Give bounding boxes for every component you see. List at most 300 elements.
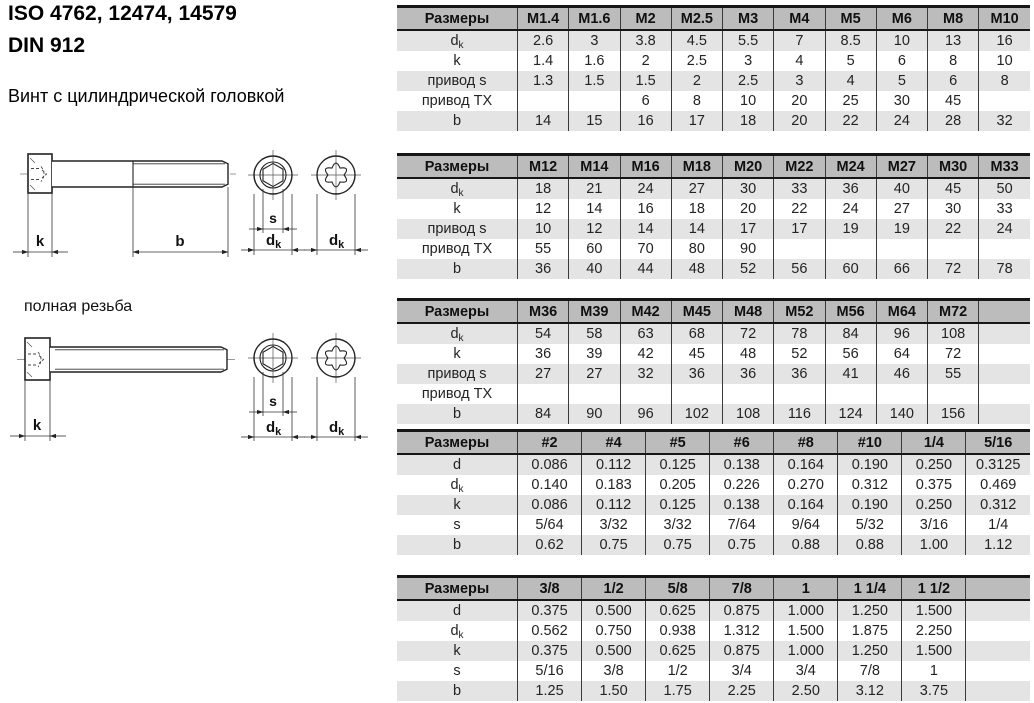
- row-label: привод TX: [421, 386, 493, 402]
- value-cell: 33: [774, 178, 825, 199]
- value-cell: 14: [569, 199, 620, 219]
- value-cell: 36: [518, 259, 569, 279]
- value-cell: 52: [723, 259, 774, 279]
- value-cell: 40: [876, 178, 927, 199]
- value-cell: 0.88: [838, 535, 902, 555]
- value-cell: 48: [671, 259, 722, 279]
- value-cell: 0.875: [710, 600, 774, 621]
- size-col-header: M16: [620, 155, 671, 179]
- value-cell: 0.190: [838, 495, 902, 515]
- value-cell: 1.4: [518, 51, 569, 71]
- size-col-header: M64: [876, 300, 927, 324]
- size-col-header: 1: [774, 577, 838, 601]
- value-cell: 1.50: [582, 681, 646, 701]
- value-cell: 1.5: [620, 71, 671, 91]
- value-cell: 0.500: [582, 600, 646, 621]
- value-cell: 32: [620, 364, 671, 384]
- value-cell: 40: [569, 259, 620, 279]
- size-col-header: #10: [838, 431, 902, 455]
- value-cell: 33: [979, 199, 1030, 219]
- row-label: $d_k$: [450, 477, 464, 495]
- value-cell: 17: [723, 219, 774, 239]
- dim-label-s: s: [269, 393, 277, 409]
- size-col-header: 5/8: [646, 577, 710, 601]
- value-cell: 6: [620, 91, 671, 111]
- value-cell: 5/32: [838, 515, 902, 535]
- size-col-header: 1 1/2: [902, 577, 966, 601]
- size-col-header: M10: [979, 7, 1030, 31]
- dim-label-dk-hex: $d_k$: [266, 232, 282, 251]
- value-cell: 90: [569, 404, 620, 424]
- value-cell: 60: [569, 239, 620, 259]
- table-corner-label: Размеры: [397, 577, 518, 601]
- value-cell: 84: [518, 404, 569, 424]
- size-col-header: 1/4: [902, 431, 966, 455]
- value-cell: 0.62: [518, 535, 582, 555]
- row-label: k: [453, 53, 461, 69]
- value-cell: 24: [979, 219, 1030, 239]
- size-col-header: M24: [825, 155, 876, 179]
- value-cell: 1.25: [518, 681, 582, 701]
- value-cell: 12: [518, 199, 569, 219]
- value-cell: 42: [620, 344, 671, 364]
- value-cell: 3: [569, 30, 620, 51]
- value-cell: 28: [928, 111, 979, 131]
- table-imperial-large: [397, 575, 1030, 701]
- value-cell: 3/4: [774, 661, 838, 681]
- size-col-header: M14: [569, 155, 620, 179]
- row-label: b: [397, 404, 518, 424]
- value-cell: 72: [928, 344, 979, 364]
- table-metric-large: [397, 298, 1030, 424]
- value-cell: [620, 384, 671, 404]
- value-cell: 72: [723, 323, 774, 344]
- size-col-header: [966, 577, 1030, 601]
- value-cell: [979, 344, 1030, 364]
- value-cell: 96: [620, 404, 671, 424]
- value-cell: 44: [620, 259, 671, 279]
- table-imperial-small: [397, 429, 1030, 555]
- size-col-header: M48: [723, 300, 774, 324]
- value-cell: 36: [774, 364, 825, 384]
- value-cell: 27: [671, 178, 722, 199]
- value-cell: 1: [902, 661, 966, 681]
- value-cell: 4: [774, 51, 825, 71]
- value-cell: 102: [671, 404, 722, 424]
- value-cell: 2: [620, 51, 671, 71]
- doc-subtitle: Винт с цилиндрической головкой: [8, 86, 285, 106]
- value-cell: [966, 621, 1030, 641]
- row-label: k: [397, 495, 518, 515]
- row-label: привод s: [397, 219, 518, 239]
- size-col-header: M33: [979, 155, 1030, 179]
- value-cell: 0.205: [646, 475, 710, 495]
- value-cell: 4.5: [671, 30, 722, 51]
- value-cell: [979, 404, 1030, 424]
- table-metric-small: [397, 5, 1030, 131]
- value-cell: 56: [774, 259, 825, 279]
- value-cell: 20: [723, 199, 774, 219]
- value-cell: 3.12: [838, 681, 902, 701]
- value-cell: 0.625: [646, 641, 710, 661]
- size-col-header: M72: [928, 300, 979, 324]
- size-col-header: M2: [620, 7, 671, 31]
- value-cell: 72: [928, 259, 979, 279]
- value-cell: 70: [620, 239, 671, 259]
- value-cell: 1.250: [838, 600, 902, 621]
- value-cell: 0.312: [838, 475, 902, 495]
- dimension-table-2: [397, 153, 1030, 279]
- dim-label-k: k: [35, 233, 45, 250]
- value-cell: 3.8: [620, 30, 671, 51]
- doc-title-line1: ISO 4762, 12474, 14579: [8, 2, 237, 25]
- value-cell: [774, 239, 825, 259]
- value-cell: 0.250: [902, 454, 966, 475]
- value-cell: 108: [928, 323, 979, 344]
- value-cell: 3/32: [646, 515, 710, 535]
- size-col-header: #6: [710, 431, 774, 455]
- value-cell: 140: [876, 404, 927, 424]
- value-cell: [825, 239, 876, 259]
- size-col-header: #2: [518, 431, 582, 455]
- value-cell: 0.75: [710, 535, 774, 555]
- row-label: k: [397, 641, 518, 661]
- size-col-header: #4: [582, 431, 646, 455]
- value-cell: 6: [928, 71, 979, 91]
- value-cell: 56: [825, 344, 876, 364]
- value-cell: 90: [723, 239, 774, 259]
- value-cell: [979, 364, 1030, 384]
- value-cell: 8: [928, 51, 979, 71]
- value-cell: 1.500: [902, 641, 966, 661]
- value-cell: 30: [876, 91, 927, 111]
- value-cell: 52: [774, 344, 825, 364]
- table-metric-medium: [397, 153, 1030, 279]
- value-cell: 8: [979, 71, 1030, 91]
- value-cell: [928, 239, 979, 259]
- dim-label-dk-hex: $d_k$: [266, 419, 282, 438]
- row-label: d: [397, 600, 518, 621]
- dimension-table-3: [397, 298, 1030, 424]
- size-col-header: M12: [518, 155, 569, 179]
- size-col-header: 7/8: [710, 577, 774, 601]
- value-cell: 0.125: [646, 495, 710, 515]
- value-cell: 18: [671, 199, 722, 219]
- value-cell: 156: [928, 404, 979, 424]
- value-cell: 14: [671, 219, 722, 239]
- value-cell: 0.112: [582, 454, 646, 475]
- value-cell: 22: [825, 111, 876, 131]
- screw-full-thread-drawing: [0, 330, 395, 448]
- table-corner-label: Размеры: [397, 7, 518, 31]
- size-col-header: M36: [518, 300, 569, 324]
- torx-socket-end-view: [311, 150, 361, 200]
- value-cell: [825, 384, 876, 404]
- value-cell: 17: [671, 111, 722, 131]
- size-col-header: M42: [620, 300, 671, 324]
- value-cell: 12: [569, 219, 620, 239]
- value-cell: [876, 239, 927, 259]
- row-label: d: [397, 454, 518, 475]
- value-cell: [723, 384, 774, 404]
- value-cell: 24: [825, 199, 876, 219]
- size-col-header: M30: [928, 155, 979, 179]
- value-cell: 10: [518, 219, 569, 239]
- value-cell: 39: [569, 344, 620, 364]
- size-col-header: M2.5: [671, 7, 722, 31]
- value-cell: 1.6: [569, 51, 620, 71]
- value-cell: 22: [928, 219, 979, 239]
- value-cell: 19: [876, 219, 927, 239]
- screw-head-side: [25, 338, 50, 380]
- value-cell: 2: [671, 71, 722, 91]
- row-label: привод TX: [421, 93, 493, 109]
- row-label: b: [397, 681, 518, 701]
- size-col-header: M45: [671, 300, 722, 324]
- size-col-header: M1.6: [569, 7, 620, 31]
- value-cell: 0.086: [518, 454, 582, 475]
- value-cell: 2.5: [671, 51, 722, 71]
- value-cell: 27: [569, 364, 620, 384]
- row-label: s: [453, 517, 461, 533]
- value-cell: 0.469: [966, 475, 1030, 495]
- size-col-header: M6: [876, 7, 927, 31]
- value-cell: 60: [825, 259, 876, 279]
- value-cell: 0.112: [582, 495, 646, 515]
- value-cell: 27: [876, 199, 927, 219]
- value-cell: 1.12: [966, 535, 1030, 555]
- size-col-header: 1 1/4: [838, 577, 902, 601]
- value-cell: 0.270: [774, 475, 838, 495]
- value-cell: 3/16: [902, 515, 966, 535]
- value-cell: 30: [928, 199, 979, 219]
- value-cell: 18: [723, 111, 774, 131]
- value-cell: 10: [979, 51, 1030, 71]
- size-col-header: M27: [876, 155, 927, 179]
- value-cell: 3/8: [582, 661, 646, 681]
- dim-label-k: k: [32, 417, 42, 434]
- value-cell: 54: [518, 323, 569, 344]
- hex-socket-end-view: [248, 333, 298, 383]
- value-cell: 41: [825, 364, 876, 384]
- value-cell: 27: [518, 364, 569, 384]
- value-cell: 3/4: [710, 661, 774, 681]
- tables-panel: [397, 0, 1034, 703]
- value-cell: 0.125: [646, 454, 710, 475]
- value-cell: [518, 91, 569, 111]
- value-cell: [876, 384, 927, 404]
- value-cell: [979, 323, 1030, 344]
- row-label: привод s: [397, 364, 518, 384]
- value-cell: 10: [723, 91, 774, 111]
- value-cell: 16: [620, 199, 671, 219]
- row-label: b: [397, 535, 518, 555]
- value-cell: 63: [620, 323, 671, 344]
- value-cell: 2.5: [723, 71, 774, 91]
- table-corner-label: Размеры: [397, 300, 518, 324]
- row-label: k: [453, 201, 461, 217]
- value-cell: 45: [928, 178, 979, 199]
- value-cell: 0.138: [710, 495, 774, 515]
- value-cell: 0.75: [646, 535, 710, 555]
- value-cell: 66: [876, 259, 927, 279]
- screw-shank-side: [52, 161, 228, 187]
- size-col-header: M56: [825, 300, 876, 324]
- value-cell: 22: [774, 199, 825, 219]
- value-cell: [518, 384, 569, 404]
- torx-socket-end-view: [311, 333, 361, 383]
- value-cell: 78: [774, 323, 825, 344]
- dimension-table-1: [397, 5, 1030, 131]
- row-label: b: [397, 111, 518, 131]
- value-cell: [928, 384, 979, 404]
- size-col-header: M1.4: [518, 7, 569, 31]
- value-cell: 1.000: [774, 600, 838, 621]
- value-cell: 0.086: [518, 495, 582, 515]
- value-cell: 124: [825, 404, 876, 424]
- value-cell: 0.183: [582, 475, 646, 495]
- value-cell: 20: [774, 91, 825, 111]
- value-cell: 48: [723, 344, 774, 364]
- row-label: k: [453, 346, 461, 362]
- value-cell: [979, 91, 1030, 111]
- value-cell: 20: [774, 111, 825, 131]
- table-corner-label: Размеры: [397, 155, 518, 179]
- size-col-header: M22: [774, 155, 825, 179]
- value-cell: 9/64: [774, 515, 838, 535]
- dim-label-b: b: [175, 233, 185, 250]
- value-cell: 13: [928, 30, 979, 51]
- value-cell: 2.25: [710, 681, 774, 701]
- value-cell: 3/32: [582, 515, 646, 535]
- value-cell: 0.3125: [966, 454, 1030, 475]
- value-cell: [569, 91, 620, 111]
- value-cell: 55: [928, 364, 979, 384]
- value-cell: 84: [825, 323, 876, 344]
- value-cell: 1.500: [774, 621, 838, 641]
- value-cell: 15: [569, 111, 620, 131]
- value-cell: [979, 239, 1030, 259]
- value-cell: 46: [876, 364, 927, 384]
- value-cell: 14: [620, 219, 671, 239]
- screw-head-side: [28, 154, 52, 193]
- value-cell: 1.75: [646, 681, 710, 701]
- value-cell: 36: [825, 178, 876, 199]
- hex-socket-end-view: [248, 150, 298, 200]
- size-col-header: M39: [569, 300, 620, 324]
- row-label: привод s: [397, 71, 518, 91]
- value-cell: 0.190: [838, 454, 902, 475]
- value-cell: 5: [825, 51, 876, 71]
- value-cell: 25: [825, 91, 876, 111]
- value-cell: 0.750: [582, 621, 646, 641]
- row-label: $d_k$: [397, 178, 518, 199]
- screw-shank-side: [50, 347, 227, 372]
- value-cell: 1/4: [966, 515, 1030, 535]
- value-cell: 6: [876, 51, 927, 71]
- size-col-header: M3: [723, 7, 774, 31]
- value-cell: 96: [876, 323, 927, 344]
- value-cell: 58: [569, 323, 620, 344]
- value-cell: 7: [774, 30, 825, 51]
- value-cell: 80: [671, 239, 722, 259]
- value-cell: 5.5: [723, 30, 774, 51]
- value-cell: 0.226: [710, 475, 774, 495]
- dimension-table-5: [397, 575, 1030, 701]
- value-cell: 16: [979, 30, 1030, 51]
- value-cell: 10: [876, 30, 927, 51]
- value-cell: 1.875: [838, 621, 902, 641]
- value-cell: 1.3: [518, 71, 569, 91]
- value-cell: 0.75: [582, 535, 646, 555]
- value-cell: 0.312: [966, 495, 1030, 515]
- value-cell: 55: [518, 239, 569, 259]
- value-cell: 68: [671, 323, 722, 344]
- value-cell: 3.75: [902, 681, 966, 701]
- value-cell: 0.875: [710, 641, 774, 661]
- value-cell: 0.562: [518, 621, 582, 641]
- row-label: b: [397, 259, 518, 279]
- value-cell: 24: [620, 178, 671, 199]
- value-cell: [966, 661, 1030, 681]
- value-cell: 7/64: [710, 515, 774, 535]
- value-cell: 1.500: [902, 600, 966, 621]
- value-cell: 2.6: [518, 30, 569, 51]
- value-cell: 24: [876, 111, 927, 131]
- row-label: s: [453, 663, 461, 679]
- value-cell: 108: [723, 404, 774, 424]
- size-col-header: 3/8: [518, 577, 582, 601]
- value-cell: [979, 384, 1030, 404]
- row-label: $d_k$: [450, 623, 464, 641]
- value-cell: 17: [774, 219, 825, 239]
- value-cell: 3: [774, 71, 825, 91]
- value-cell: 1.000: [774, 641, 838, 661]
- value-cell: 0.375: [518, 600, 582, 621]
- value-cell: 116: [774, 404, 825, 424]
- size-col-header: M20: [723, 155, 774, 179]
- value-cell: 1/2: [646, 661, 710, 681]
- value-cell: 0.138: [710, 454, 774, 475]
- value-cell: 30: [723, 178, 774, 199]
- value-cell: 1.5: [569, 71, 620, 91]
- size-col-header: #5: [646, 431, 710, 455]
- value-cell: 64: [876, 344, 927, 364]
- value-cell: 32: [979, 111, 1030, 131]
- size-col-header: M18: [671, 155, 722, 179]
- value-cell: 45: [671, 344, 722, 364]
- value-cell: 1.00: [902, 535, 966, 555]
- value-cell: 78: [979, 259, 1030, 279]
- size-col-header: #8: [774, 431, 838, 455]
- value-cell: 18: [518, 178, 569, 199]
- value-cell: 1.250: [838, 641, 902, 661]
- size-col-header: M4: [774, 7, 825, 31]
- value-cell: 0.164: [774, 495, 838, 515]
- full-thread-label: полная резьба: [24, 298, 133, 315]
- size-col-header: 1/2: [582, 577, 646, 601]
- value-cell: 19: [825, 219, 876, 239]
- value-cell: 0.140: [518, 475, 582, 495]
- value-cell: 8: [671, 91, 722, 111]
- value-cell: 36: [723, 364, 774, 384]
- value-cell: 5/64: [518, 515, 582, 535]
- value-cell: 36: [671, 364, 722, 384]
- size-col-header: M5: [825, 7, 876, 31]
- value-cell: [774, 384, 825, 404]
- value-cell: 0.938: [646, 621, 710, 641]
- dim-label-dk-torx: $d_k$: [329, 232, 345, 251]
